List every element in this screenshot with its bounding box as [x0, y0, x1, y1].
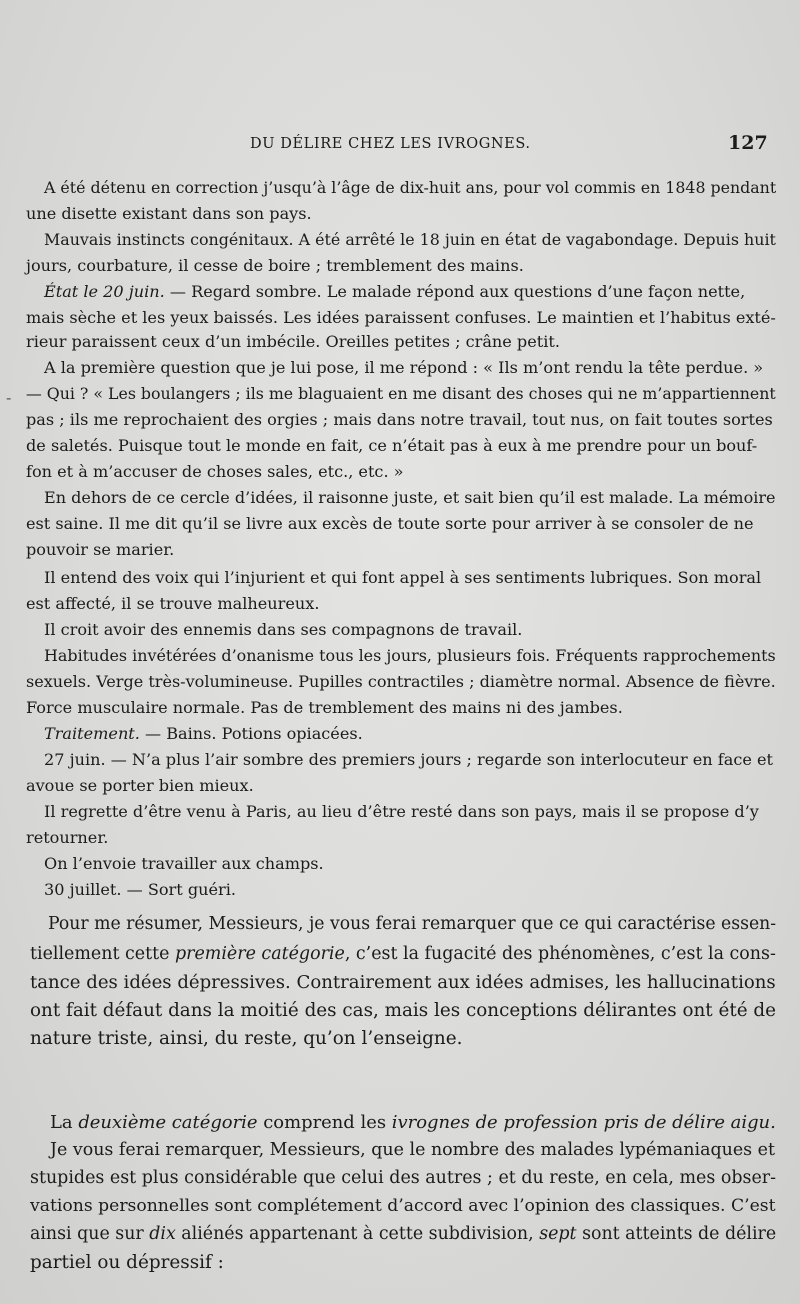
- text-line: pas ; ils me reprochaient des orgies ; mais dans notre travail, tout nus, on fait toutes sortes: [26, 410, 773, 429]
- italic-text: première catégorie: [174, 944, 345, 964]
- text-line: est saine. Il me dit qu’il se livre aux excès de toute sorte pour arriver à se consoler de ne: [26, 514, 754, 533]
- text-line: vations personnelles sont complétement d’accord avec l’opinion des classiques. C’est: [30, 1196, 776, 1216]
- text-line: partiel ou dépressif :: [30, 1252, 224, 1273]
- text-line: mais sèche et les yeux baissés. Les idées paraissent confuses. Le maintien et l’habitus exté-: [26, 308, 776, 327]
- italic-text: sept: [539, 1224, 577, 1244]
- italic-text: dix: [149, 1224, 176, 1244]
- text-span: sont atteints de délire: [576, 1224, 777, 1244]
- italic-text: deuxième catégorie: [78, 1112, 258, 1133]
- text-line: Il croit avoir des ennemis dans ses compagnons de travail.: [44, 620, 523, 639]
- text-line: Il regrette d’être venu à Paris, au lieu d’être resté dans son pays, mais il se propose d’y: [44, 802, 759, 821]
- text-line: est affecté, il se trouve malheureux.: [26, 594, 320, 613]
- page-number: 127: [728, 132, 768, 154]
- text-span: — Bains. Potions opiacées.: [139, 724, 363, 743]
- text-line: Force musculaire normale. Pas de tremblement des mains ni des jambes.: [26, 698, 623, 717]
- text-line: [30, 944, 776, 964]
- text-line: pouvoir se marier.: [26, 540, 175, 559]
- text-line: avoue se porter bien mieux.: [26, 776, 254, 795]
- text-line: [50, 1112, 776, 1133]
- italic-text: État le 20 juin.: [44, 282, 165, 301]
- text-line: [44, 282, 745, 301]
- text-line: une disette existant dans son pays.: [26, 204, 312, 223]
- text-line: A été détenu en correction j’usqu’à l’âge de dix-huit ans, pour vol commis en 1848 pendant: [44, 178, 777, 197]
- text-span: — Regard sombre. Le malade répond aux questions d’une façon nette,: [164, 282, 746, 301]
- margin-mark: -: [6, 388, 12, 407]
- text-line: Il entend des voix qui l’injurient et qui font appel à ses sentiments lubriques. Son moral: [44, 568, 762, 587]
- text-line: A la première question que je lui pose, il me répond : « Ils m’ont rendu la tête perdue. »: [44, 358, 764, 377]
- text-line: rieur paraissent ceux d’un imbécile. Oreilles petites ; crâne petit.: [26, 332, 560, 351]
- text-line: jours, courbature, il cesse de boire ; tremblement des mains.: [26, 256, 524, 275]
- italic-text: ivrognes de profession pris de délire aigu.: [391, 1112, 776, 1133]
- running-header: [0, 132, 800, 160]
- text-line: retourner.: [26, 828, 109, 847]
- text-line: [44, 724, 363, 743]
- text-line: — Qui ? « Les boulangers ; ils me blaguaient en me disant des choses qui ne m’appartiennent: [26, 384, 776, 403]
- text-line: tance des idées dépressives. Contrairement aux idées admises, les hallucinations: [30, 972, 776, 993]
- text-line: ont fait défaut dans la moitié des cas, mais les conceptions délirantes ont été de: [30, 1000, 776, 1021]
- text-line: Habitudes invétérées d’onanisme tous les jours, plusieurs fois. Fréquents rapprochements: [44, 646, 776, 665]
- text-span: comprend les: [257, 1112, 392, 1133]
- text-line: [30, 1224, 776, 1244]
- text-line: Mauvais instincts congénitaux. A été arrêté le 18 juin en état de vagabondage. Depuis huit: [44, 230, 776, 249]
- text-line: Je vous ferai remarquer, Messieurs, que le nombre des malades lypémaniaques et: [50, 1140, 776, 1160]
- running-title: DU DÉLIRE CHEZ LES IVROGNES.: [250, 136, 531, 152]
- text-line: stupides est plus considérable que celui des autres ; et du reste, en cela, mes obser-: [30, 1168, 777, 1188]
- text-line: En dehors de ce cercle d’idées, il raisonne juste, et sait bien qu’il est malade. La mémoire: [44, 488, 776, 507]
- text-line: 30 juillet. — Sort guéri.: [44, 880, 236, 899]
- text-span: ainsi que sur: [30, 1224, 150, 1244]
- text-span: tiellement cette: [30, 944, 175, 964]
- text-line: de saletés. Puisque tout le monde en fait, ce n’était pas à eux à me prendre pour un bouf-: [26, 436, 758, 455]
- text-line: nature triste, ainsi, du reste, qu’on l’enseigne.: [30, 1028, 463, 1049]
- text-span: , c’est la fugacité des phénomènes, c’est la cons-: [344, 944, 776, 964]
- text-span: La: [50, 1112, 79, 1133]
- text-line: sexuels. Verge très-volumineuse. Pupilles contractiles ; diamètre normal. Absence de fièvre.: [26, 672, 776, 691]
- text-line: 27 juin. — N’a plus l’air sombre des premiers jours ; regarde son interlocuteur en face et: [44, 750, 773, 769]
- text-span: aliénés appartenant à cette subdivision,: [175, 1224, 540, 1244]
- text-line: On l’envoie travailler aux champs.: [44, 854, 324, 873]
- text-line: Pour me résumer, Messieurs, je vous ferai remarquer que ce qui caractérise essen-: [48, 914, 777, 934]
- italic-text: Traitement.: [44, 724, 140, 743]
- text-line: fon et à m’accuser de choses sales, etc., etc. »: [26, 462, 404, 481]
